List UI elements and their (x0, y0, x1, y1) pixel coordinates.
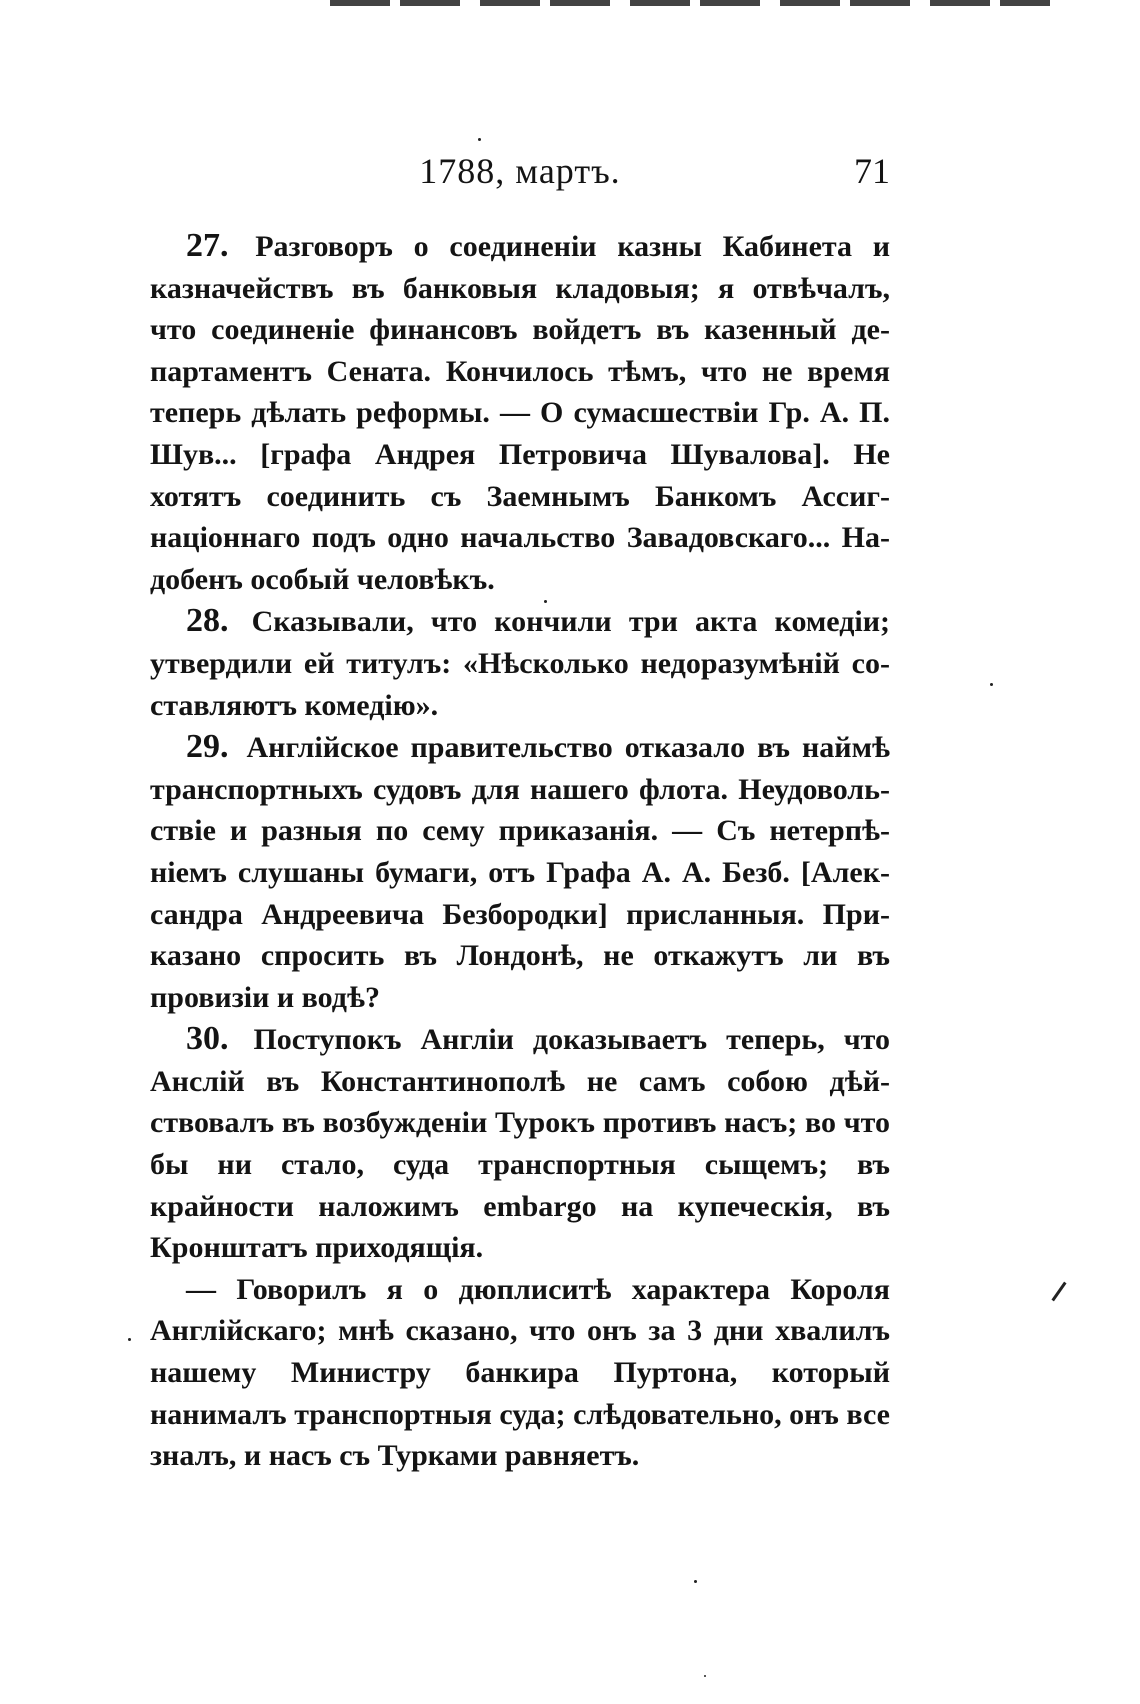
page-header (150, 150, 890, 200)
entry-number: 30. (186, 1020, 229, 1058)
margin-pencil-mark (1051, 1282, 1066, 1302)
entry-27 (150, 225, 890, 600)
entry-number: 29. (186, 728, 229, 766)
scan-speck (544, 600, 547, 603)
entry-number: 27. (186, 227, 229, 264)
running-title: 1788, мартъ. (419, 151, 621, 191)
scan-speck (990, 683, 993, 686)
entry-29 (150, 726, 890, 1018)
entry-text: Поступокъ Англіи доказываетъ теперь, что Анслій въ Константинополѣ не самъ собою дѣйствовалъ въ возбужденіи Турокъ противъ насъ; во что бы ни стало, суда транспортныя сыщемъ; въ крайности наложимъ embargo на купеческія, въ Кронштатъ приходящія. (150, 1023, 890, 1265)
entry-text: — Говорилъ я о дюплиситѣ характера Короля Англійскаго; мнѣ сказано, что онъ за 3 дни хвалилъ нашему Министру банкира Пуртона, который нанималъ транспортныя суда; слѣдовательно, онъ все зналъ, и насъ съ Турками равняетъ. (150, 1272, 890, 1473)
entry-continuation (150, 1269, 890, 1477)
page-number: 71 (854, 151, 890, 191)
entry-30 (150, 1018, 890, 1269)
entry-28 (150, 600, 890, 726)
entry-text: Сказывали, что кончили три акта комедіи; утвердили ей титулъ: «Нѣсколько недоразумѣній составляютъ комедію». (150, 605, 891, 722)
entry-text: Англійское правительство отказало въ наймѣ транспортныхъ судовъ для нашего флота. Неудовольствіе и разныя по сему приказанія. — Съ нетерпѣніемъ слушаны бумаги, отъ Графа А. А. Безб. [Александра Андреевича Безбородки] присланныя. Приказано спросить въ Лондонѣ, не откажутъ ли въ провизіи и водѣ? (150, 731, 891, 1014)
scan-speck (704, 1675, 706, 1677)
scan-speck (478, 138, 481, 141)
page-text (150, 225, 890, 1477)
scan-edge-artifact (330, 0, 1050, 6)
scan-speck (128, 1338, 131, 1341)
entry-number: 28. (186, 602, 229, 640)
scan-speck (694, 1580, 697, 1583)
entry-text: Разговоръ о соединеніи казны Кабинета и казначействъ въ банковыя кладовыя; я отвѣчалъ, что соединеніе финансовъ войдетъ въ казенный департаментъ Сената. Кончилось тѣмъ, что не время теперь дѣлать реформы. — О сумасшествіи Гр. А. П. Шув... [графа Андрея Петровича Шувалова]. Не хотятъ соединить съ Заемнымъ Банкомъ Ассигнаціоннаго подъ одно начальство Завадовскаго... Надобенъ особый человѣкъ. (150, 230, 891, 596)
